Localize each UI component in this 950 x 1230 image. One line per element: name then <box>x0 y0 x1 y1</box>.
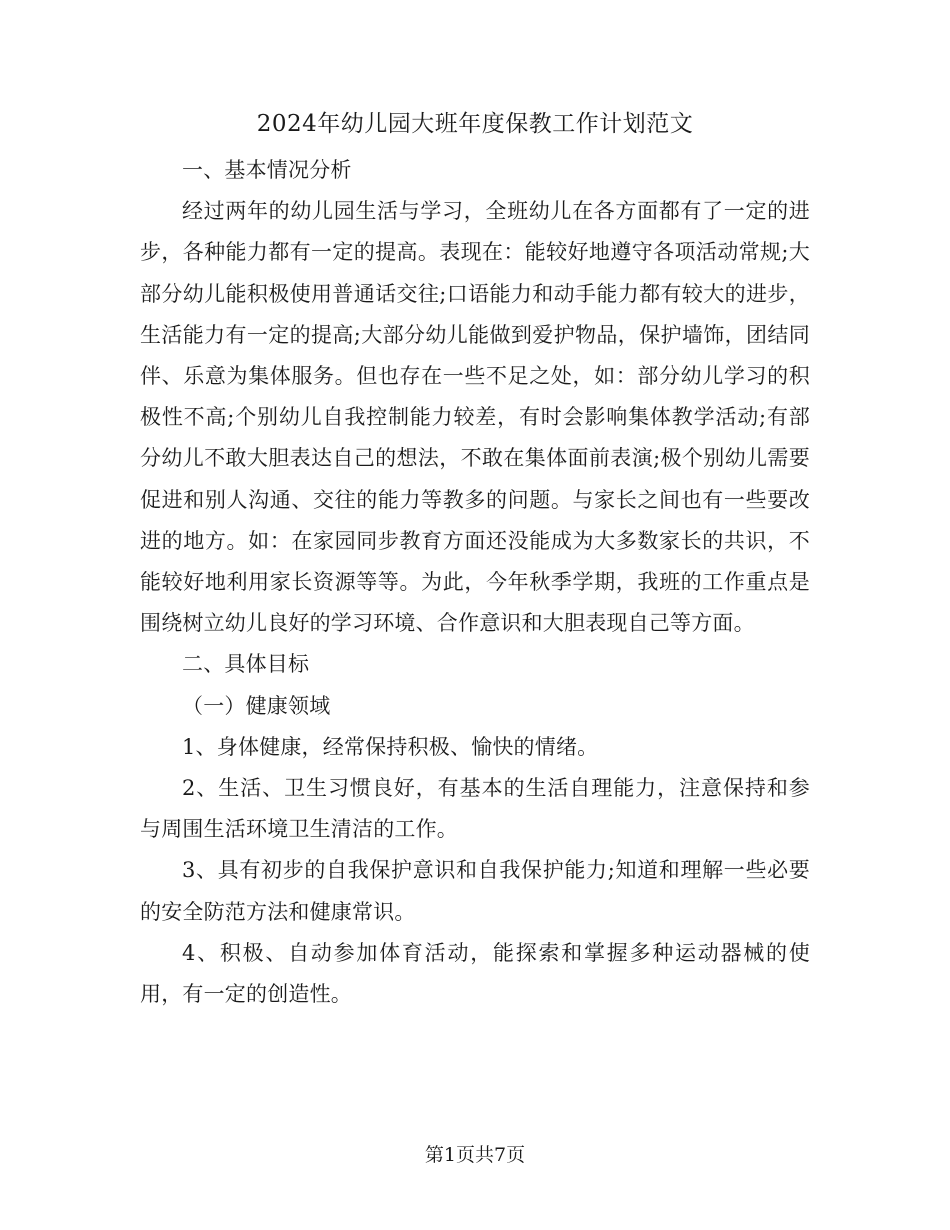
list-item: 2、生活、卫生习惯良好，有基本的生活自理能力，注意保持和参与周围生活环境卫生清洁的工作。 <box>140 776 810 842</box>
list-item: 1、身体健康，经常保持积极、愉快的情绪。 <box>182 734 599 759</box>
document-title: 2024年幼儿园大班年度保教工作计划范文 <box>256 111 694 137</box>
list-item: 4、积极、自动参加体育活动，能探索和掌握多种运动器械的使用，有一定的创造性。 <box>140 940 810 1007</box>
section-heading: 一、基本情况分析 <box>182 158 352 182</box>
section-heading: 二、具体目标 <box>182 652 310 677</box>
subsection-heading: （一）健康领域 <box>182 693 331 718</box>
list-item: 3、具有初步的自我保护意识和自我保护能力;知道和理解一些必要的安全防范方法和健康常识。 <box>140 858 810 924</box>
document-body <box>140 150 810 1015</box>
page-footer: 第1页共7页 <box>424 1144 526 1166</box>
body-paragraph: 经过两年的幼儿园生活与学习，全班幼儿在各方面都有了一定的进步，各种能力都有一定的提高。表现在：能较好地遵守各项活动常规;大部分幼儿能积极使用普通话交往;口语能力和动手能力都有较大的进步，生活能力有一定的提高;大部分幼儿能做到爱护物品，保护墙饰，团结同伴、乐意为集体服务。但也存在一些不足之处，如：部分幼儿学习的积极性不高;个别幼儿自我控制能力较差，有时会影响集体教学活动;有部分幼儿不敢大胆表达自己的想法，不敢在集体面前表演;极个别幼儿需要促进和别人沟通、交往的能力等教多的问题。与家长之间也有一些要改进的地方。如：在家园同步教育方面还没能成为大多数家长的共识，不能较好地利用家长资源等等。为此，今年秋季学期，我班的工作重点是围绕树立幼儿良好的学习环境、合作意识和大胆表现自己等方面。 <box>140 199 810 636</box>
